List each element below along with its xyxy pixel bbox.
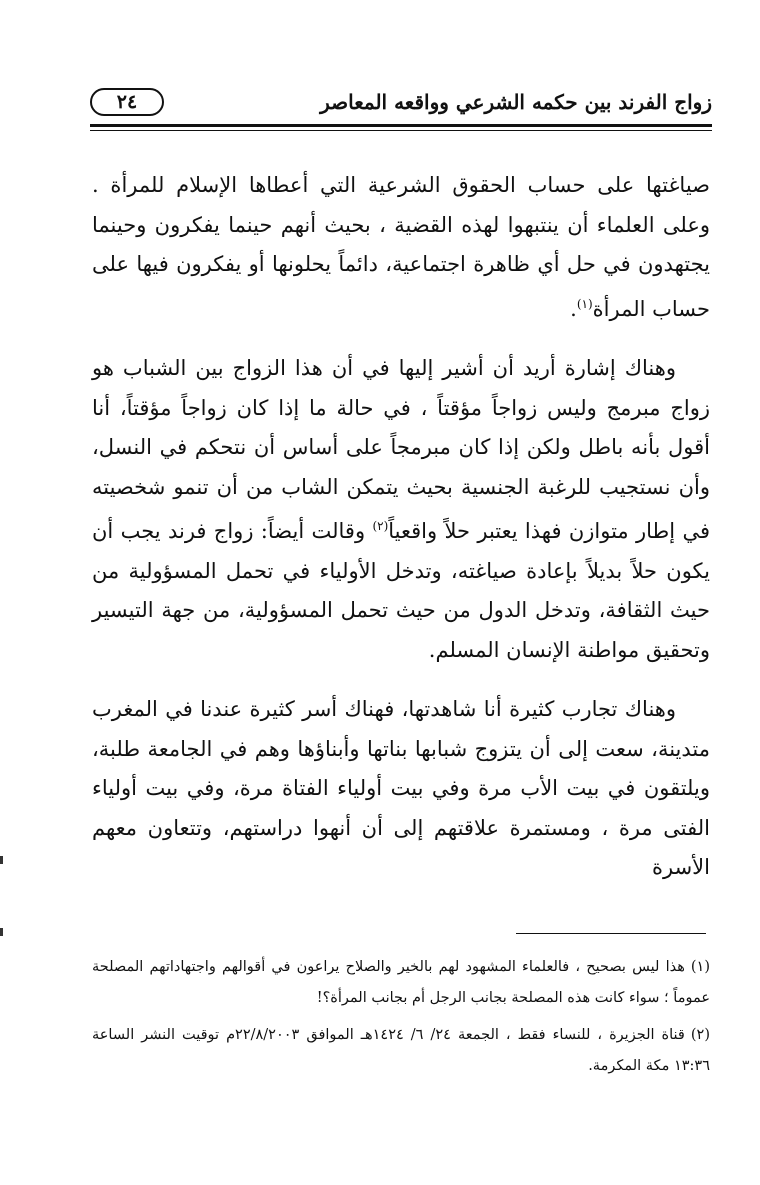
- running-title: زواج الفرند بين حكمه الشرعي وواقعه المعاصر: [320, 90, 712, 114]
- margin-scan-mark: [0, 928, 3, 936]
- paragraph-1-text: صياغتها على حساب الحقوق الشرعية التي أعطاها الإسلام للمرأة . وعلى العلماء أن ينتبهوا لهذه القضية ، بحيث أنهم حينما يفكرون وحينما يجتهدون في حل أي ظاهرة اجتماعية، دائماً يحلونها أو يفكرون فيها على حساب المرأة: [92, 173, 710, 321]
- paragraph-1-end: .: [570, 296, 577, 321]
- footnote-1-text: هذا ليس بصحيح ، فالعلماء المشهود لهم بالخير والصلاح يراعون في أقوالهم واجتهاداتهم المصلحة عموماً ؛ سواء كانت هذه المصلحة بجانب الرجل أم بجانب المرأة؟!: [92, 959, 710, 1006]
- page-header: [90, 88, 712, 124]
- paragraph-3-text: وهناك تجارب كثيرة أنا شاهدتها، فهناك أسر كثيرة عندنا في المغرب متدينة، سعت إلى أن يتزوج شبابها بناتها وأبناؤها وهم في الجامعة طلبة، ويلتقون في بيت الأب مرة وفي بيت أولياء الفتاة مرة، وفي بيت أولياء الفتى مرة ، ومستمرة علاقتهم إلى أن أنهوا دراستهم، وتتعاون معهم الأسرة: [92, 697, 710, 879]
- footnote-2-text: قناة الجزيرة ، للنساء فقط ، الجمعة ٢٤/ ٦/ ١٤٢٤هـ الموافق ٢٢/٨/٢٠٠٣م توقيت النشر الساعة ١٣:٣٦ مكة المكرمة.: [92, 1027, 710, 1074]
- header-rule-thin: [90, 130, 712, 131]
- paragraph-2-text-a: وهناك إشارة أريد أن أشير إليها في أن هذا الزواج بين الشباب هو زواج مبرمج وليس زواجاً مؤقتاً ، في حالة ما إذا كان زواجاً مؤقتاً، أنا أقول بأنه باطل ولكن إذا كان مبرمجاً على أساس أن نتحكم في النسل، وأن نستجيب للرغبة الجنسية بحيث يتمكن الشاب من أن تنمو شخصيته في إطار متوازن فهذا يعتبر حلاً واقعياً: [92, 356, 710, 543]
- paragraph-1: [92, 166, 710, 329]
- footnote-1: [92, 952, 710, 1014]
- header-rule: [90, 124, 712, 127]
- footnote-2-number: (٢): [690, 1027, 710, 1043]
- footnote-2: [92, 1020, 710, 1082]
- footnote-1-number: (١): [690, 959, 710, 975]
- footnote-ref-2: (٢): [372, 519, 389, 533]
- paragraph-3: [92, 690, 710, 888]
- paragraph-2: [92, 349, 710, 670]
- footnotes: [92, 952, 710, 1088]
- body-text: [92, 166, 710, 908]
- footnote-ref-1: (١): [576, 296, 593, 311]
- margin-scan-mark: [0, 856, 3, 864]
- page-number: ٢٤: [90, 88, 164, 116]
- paragraph-2-text-b: وقالت أيضاً: زواج فرند يجب أن يكون حلاً بديلاً بإعادة صياغته، وتدخل الأولياء في تحمل المسؤولية من حيث الثقافة، وتدخل الدول من حيث تحمل المسؤولية، من جهة التيسير وتحقيق مواطنة الإنسان المسلم.: [92, 519, 710, 662]
- footnote-rule: [516, 933, 706, 934]
